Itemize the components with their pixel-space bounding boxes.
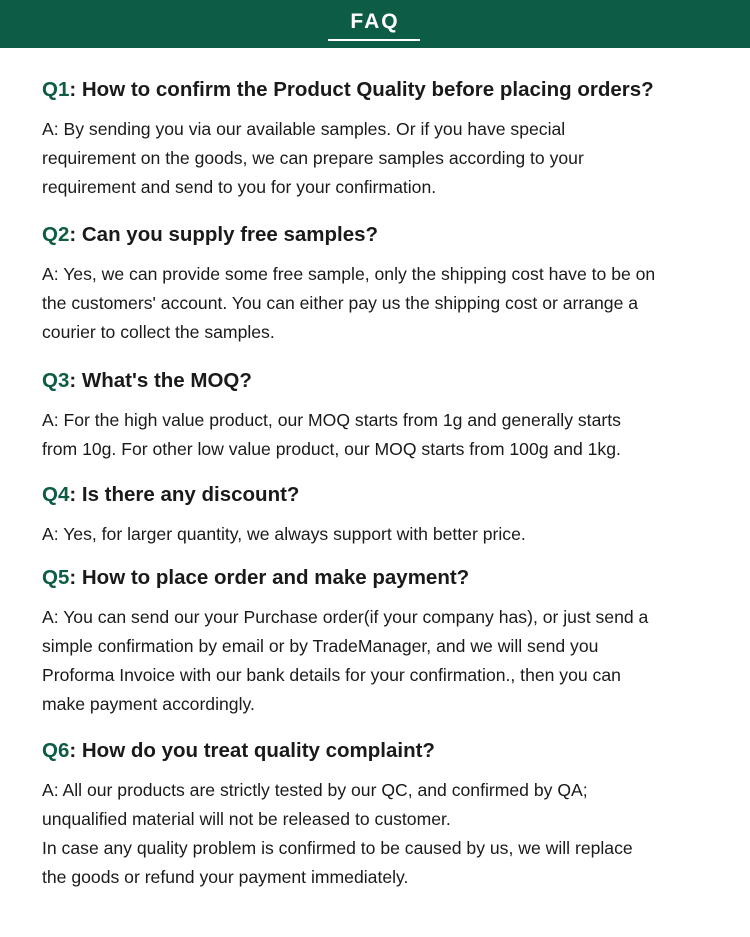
question-number: Q2	[42, 223, 70, 246]
question-text: : Can you supply free samples?	[69, 223, 379, 246]
faq-item-q2	[42, 223, 732, 347]
question-text: : How do you treat quality complaint?	[69, 739, 435, 762]
faq-item-q4	[42, 483, 732, 549]
question-text: : What's the MOQ?	[69, 369, 252, 392]
answer	[42, 260, 732, 347]
answer-line: courier to collect the samples.	[42, 322, 275, 342]
question	[42, 483, 732, 507]
faq-item-q6	[42, 739, 732, 892]
answer	[42, 406, 732, 464]
question	[42, 369, 732, 393]
answer	[42, 603, 732, 719]
answer	[42, 776, 732, 892]
question-number: Q4	[42, 483, 70, 506]
question	[42, 223, 732, 247]
answer-line: the goods or refund your payment immediately.	[42, 867, 409, 887]
answer-line: unqualified material will not be released to customer.	[42, 809, 451, 829]
answer-line: make payment accordingly.	[42, 694, 255, 714]
answer-line: In case any quality problem is confirmed to be caused by us, we will replace	[42, 838, 633, 858]
page-title: FAQ	[350, 10, 400, 33]
question-number: Q6	[42, 739, 70, 762]
answer-line: from 10g. For other low value product, our MOQ starts from 100g and 1kg.	[42, 439, 621, 459]
answer	[42, 520, 732, 549]
answer	[42, 115, 732, 202]
title-underline	[328, 39, 420, 41]
faq-item-q5	[42, 566, 732, 719]
faq-item-q1	[42, 78, 732, 202]
answer-line: A: By sending you via our available samples. Or if you have special	[42, 119, 566, 139]
faq-header	[0, 0, 750, 48]
faq-item-q3	[42, 369, 732, 464]
answer-line: the customers' account. You can either pay us the shipping cost or arrange a	[42, 293, 639, 313]
answer-line: requirement and send to you for your confirmation.	[42, 177, 437, 197]
answer-line: Proforma Invoice with our bank details for your confirmation., then you can	[42, 665, 621, 685]
question-number: Q5	[42, 566, 70, 589]
question-number: Q1	[42, 78, 70, 101]
question-text: : How to place order and make payment?	[69, 566, 470, 589]
answer-line: requirement on the goods, we can prepare samples according to your	[42, 148, 584, 168]
question-number: Q3	[42, 369, 70, 392]
answer-line: A: Yes, we can provide some free sample, only the shipping cost have to be on	[42, 264, 656, 284]
answer-line: A: Yes, for larger quantity, we always support with better price.	[42, 524, 526, 544]
answer-line: A: You can send our your Purchase order(if your company has), or just send a	[42, 607, 649, 627]
question	[42, 566, 732, 590]
answer-line: A: For the high value product, our MOQ starts from 1g and generally starts	[42, 410, 621, 430]
answer-line: simple confirmation by email or by TradeManager, and we will send you	[42, 636, 599, 656]
answer-line: A: All our products are strictly tested by our QC, and confirmed by QA;	[42, 780, 588, 800]
question	[42, 78, 732, 102]
question-text: : Is there any discount?	[69, 483, 300, 506]
question	[42, 739, 732, 763]
question-text: : How to confirm the Product Quality before placing orders?	[69, 78, 654, 101]
